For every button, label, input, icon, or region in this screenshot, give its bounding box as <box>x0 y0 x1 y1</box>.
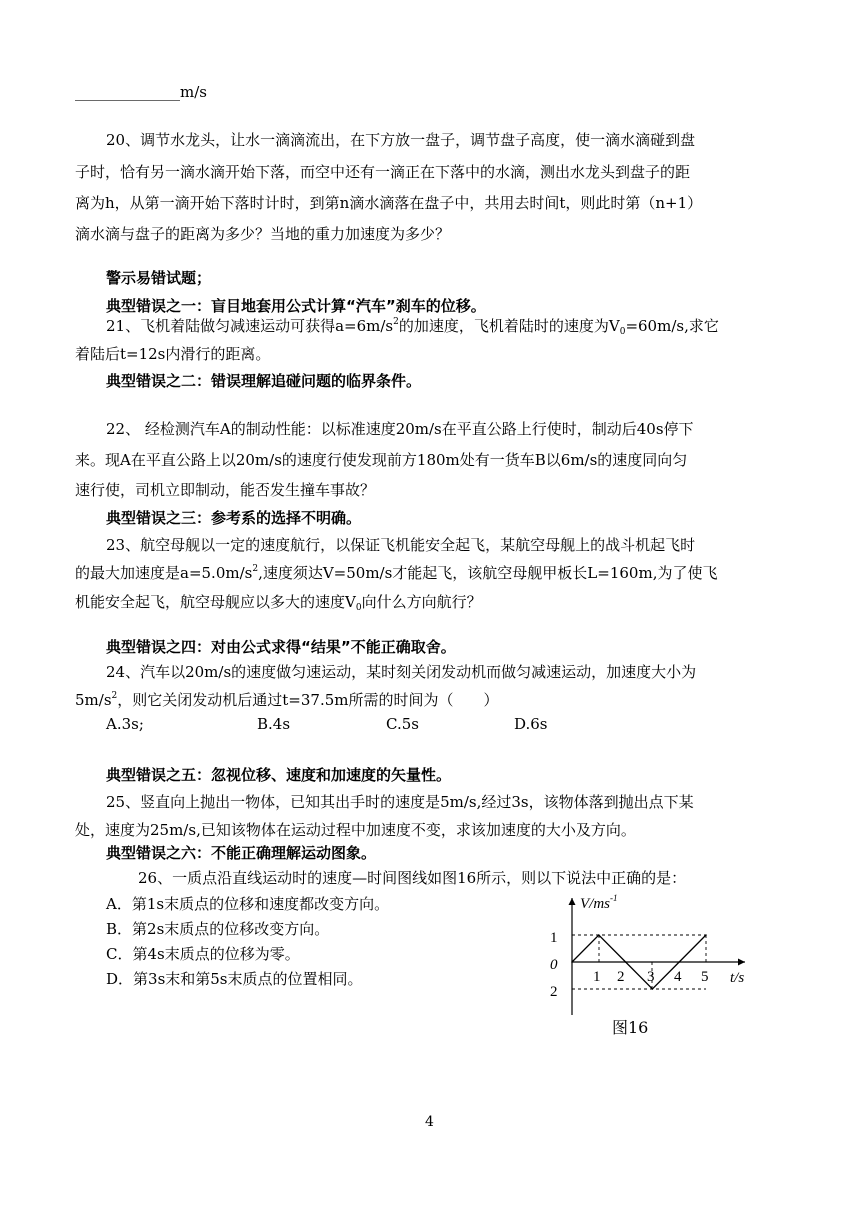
q24-line-1: 24、汽车以20m/s的速度做匀速运动，某时刻关闭发动机而做匀减速运动，加速度大小为 <box>106 663 697 681</box>
q21-line-1: 21、飞机着陆做匀减速运动可获得$a=6m/s^2$的加速度，飞机着陆时的速度为$V_0=60m/s$,求它 <box>106 317 719 337</box>
x-tick-3: 3 <box>647 969 655 985</box>
q26-option-b: B．第2s末质点的位移改变方向。 <box>106 920 330 938</box>
q23-line-3: 机能安全起飞，航空母舰应以多大的速度$V_0$向什么方向航行？ <box>75 593 482 613</box>
x-axis-label: t/s <box>730 970 745 986</box>
answer-blank-line: ______________m/s <box>75 83 207 101</box>
x-tick-2: 2 <box>617 969 625 985</box>
q25-line-2: 处，速度为25m/s,已知该物体在运动过程中加速度不变，求该加速度的大小及方向。 <box>75 821 636 839</box>
q21-line-2: 着陆后t=12s内滑行的距离。 <box>75 345 271 363</box>
data-point-2 <box>625 961 627 963</box>
data-point-1 <box>598 934 600 936</box>
y-tick-1: 1 <box>550 930 558 946</box>
velocity-time-graph <box>540 890 760 1020</box>
q20-line-4: 滴水滴与盘子的距离为多少？当地的重力加速度为多少？ <box>75 225 451 243</box>
q22-line-2: 来。现A在平直公路上以20m/s的速度行使发现前方180m处有一货车B以6m/s的速度同向匀 <box>75 451 688 469</box>
error-heading-2: 典型错误之二：错误理解追碰问题的临界条件。 <box>106 372 422 390</box>
q23-line-1: 23、航空母舰以一定的速度航行，以保证飞机能安全起飞，某航空母舰上的战斗机起飞时 <box>106 536 696 554</box>
x-tick-4: 4 <box>674 969 682 985</box>
data-point-0 <box>571 961 573 963</box>
page-number: 4 <box>425 1114 434 1130</box>
data-point-5 <box>705 934 707 936</box>
q25-line-1: 25、竖直向上抛出一物体，已知其出手时的速度是5m/s,经过3s，该物体落到抛出点下某 <box>106 793 694 811</box>
q20-line-1: 20、调节水龙头，让水一滴滴流出，在下方放一盘子，调节盘子高度，使一滴水滴碰到盘 <box>106 131 696 149</box>
q22-line-3: 速行使，司机立即制动，能否发生撞车事故？ <box>75 481 376 499</box>
y-axis-label: $V/ms^{-1}$ <box>580 893 618 912</box>
data-point-3 <box>652 988 654 990</box>
error-heading-4: 典型错误之四：对由公式求得“结果”不能正确取舍。 <box>106 638 456 656</box>
q24-option-c: C.5s <box>386 715 419 733</box>
q24-line-2: $5m/s^2$，则它关闭发动机后通过t=37.5m所需的时间为（ ） <box>75 691 499 709</box>
x-tick-5: 5 <box>701 969 709 985</box>
q26-line-1: 26、一质点沿直线运动时的速度—时间图线如图16所示，则以下说法中正确的是： <box>138 869 687 887</box>
error-heading-5: 典型错误之五：忽视位移、速度和加速度的矢量性。 <box>106 766 452 784</box>
q23-line-2: 的最大加速度是$a=5.0m/s^2$,速度须达V=50m/s才能起飞，该航空母舰甲板长L=160m,为了使飞 <box>75 564 718 582</box>
q26-option-a: A．第1s末质点的位移和速度都改变方向。 <box>106 895 390 913</box>
q24-option-a: A.3s; <box>106 715 144 733</box>
q24-option-d: D.6s <box>514 715 548 733</box>
q26-option-c: C．第4s末质点的位移为零。 <box>106 945 300 963</box>
x-tick-1: 1 <box>593 969 601 985</box>
data-point-4 <box>678 961 680 963</box>
origin-label: 0 <box>550 957 558 973</box>
error-heading-3: 典型错误之三：参考系的选择不明确。 <box>106 509 362 527</box>
q26-option-d: D．第3s末和第5s末质点的位置相同。 <box>106 970 363 988</box>
error-heading-1: 典型错误之一：盲目地套用公式计算“汽车”刹车的位移。 <box>106 297 486 315</box>
q20-line-3: 离为h，从第一滴开始下落时计时，到第n滴水滴落在盘子中，共用去时间t，则此时第（n+1） <box>75 194 703 212</box>
y-tick-neg: 2 <box>550 984 558 1000</box>
warning-section-title: 警示易错试题； <box>106 269 212 287</box>
q24-option-b: B.4s <box>257 715 291 733</box>
figure-caption: 图16 <box>612 1018 649 1037</box>
q20-line-2: 子时，恰有另一滴水滴开始下落，而空中还有一滴正在下落中的水滴，测出水龙头到盘子的距 <box>75 163 691 181</box>
error-heading-6: 典型错误之六：不能正确理解运动图象。 <box>106 844 377 862</box>
q22-line-1: 22、 经检测汽车A的制动性能：以标准速度20m/s在平直公路上行使时，制动后40s停下 <box>106 420 694 438</box>
